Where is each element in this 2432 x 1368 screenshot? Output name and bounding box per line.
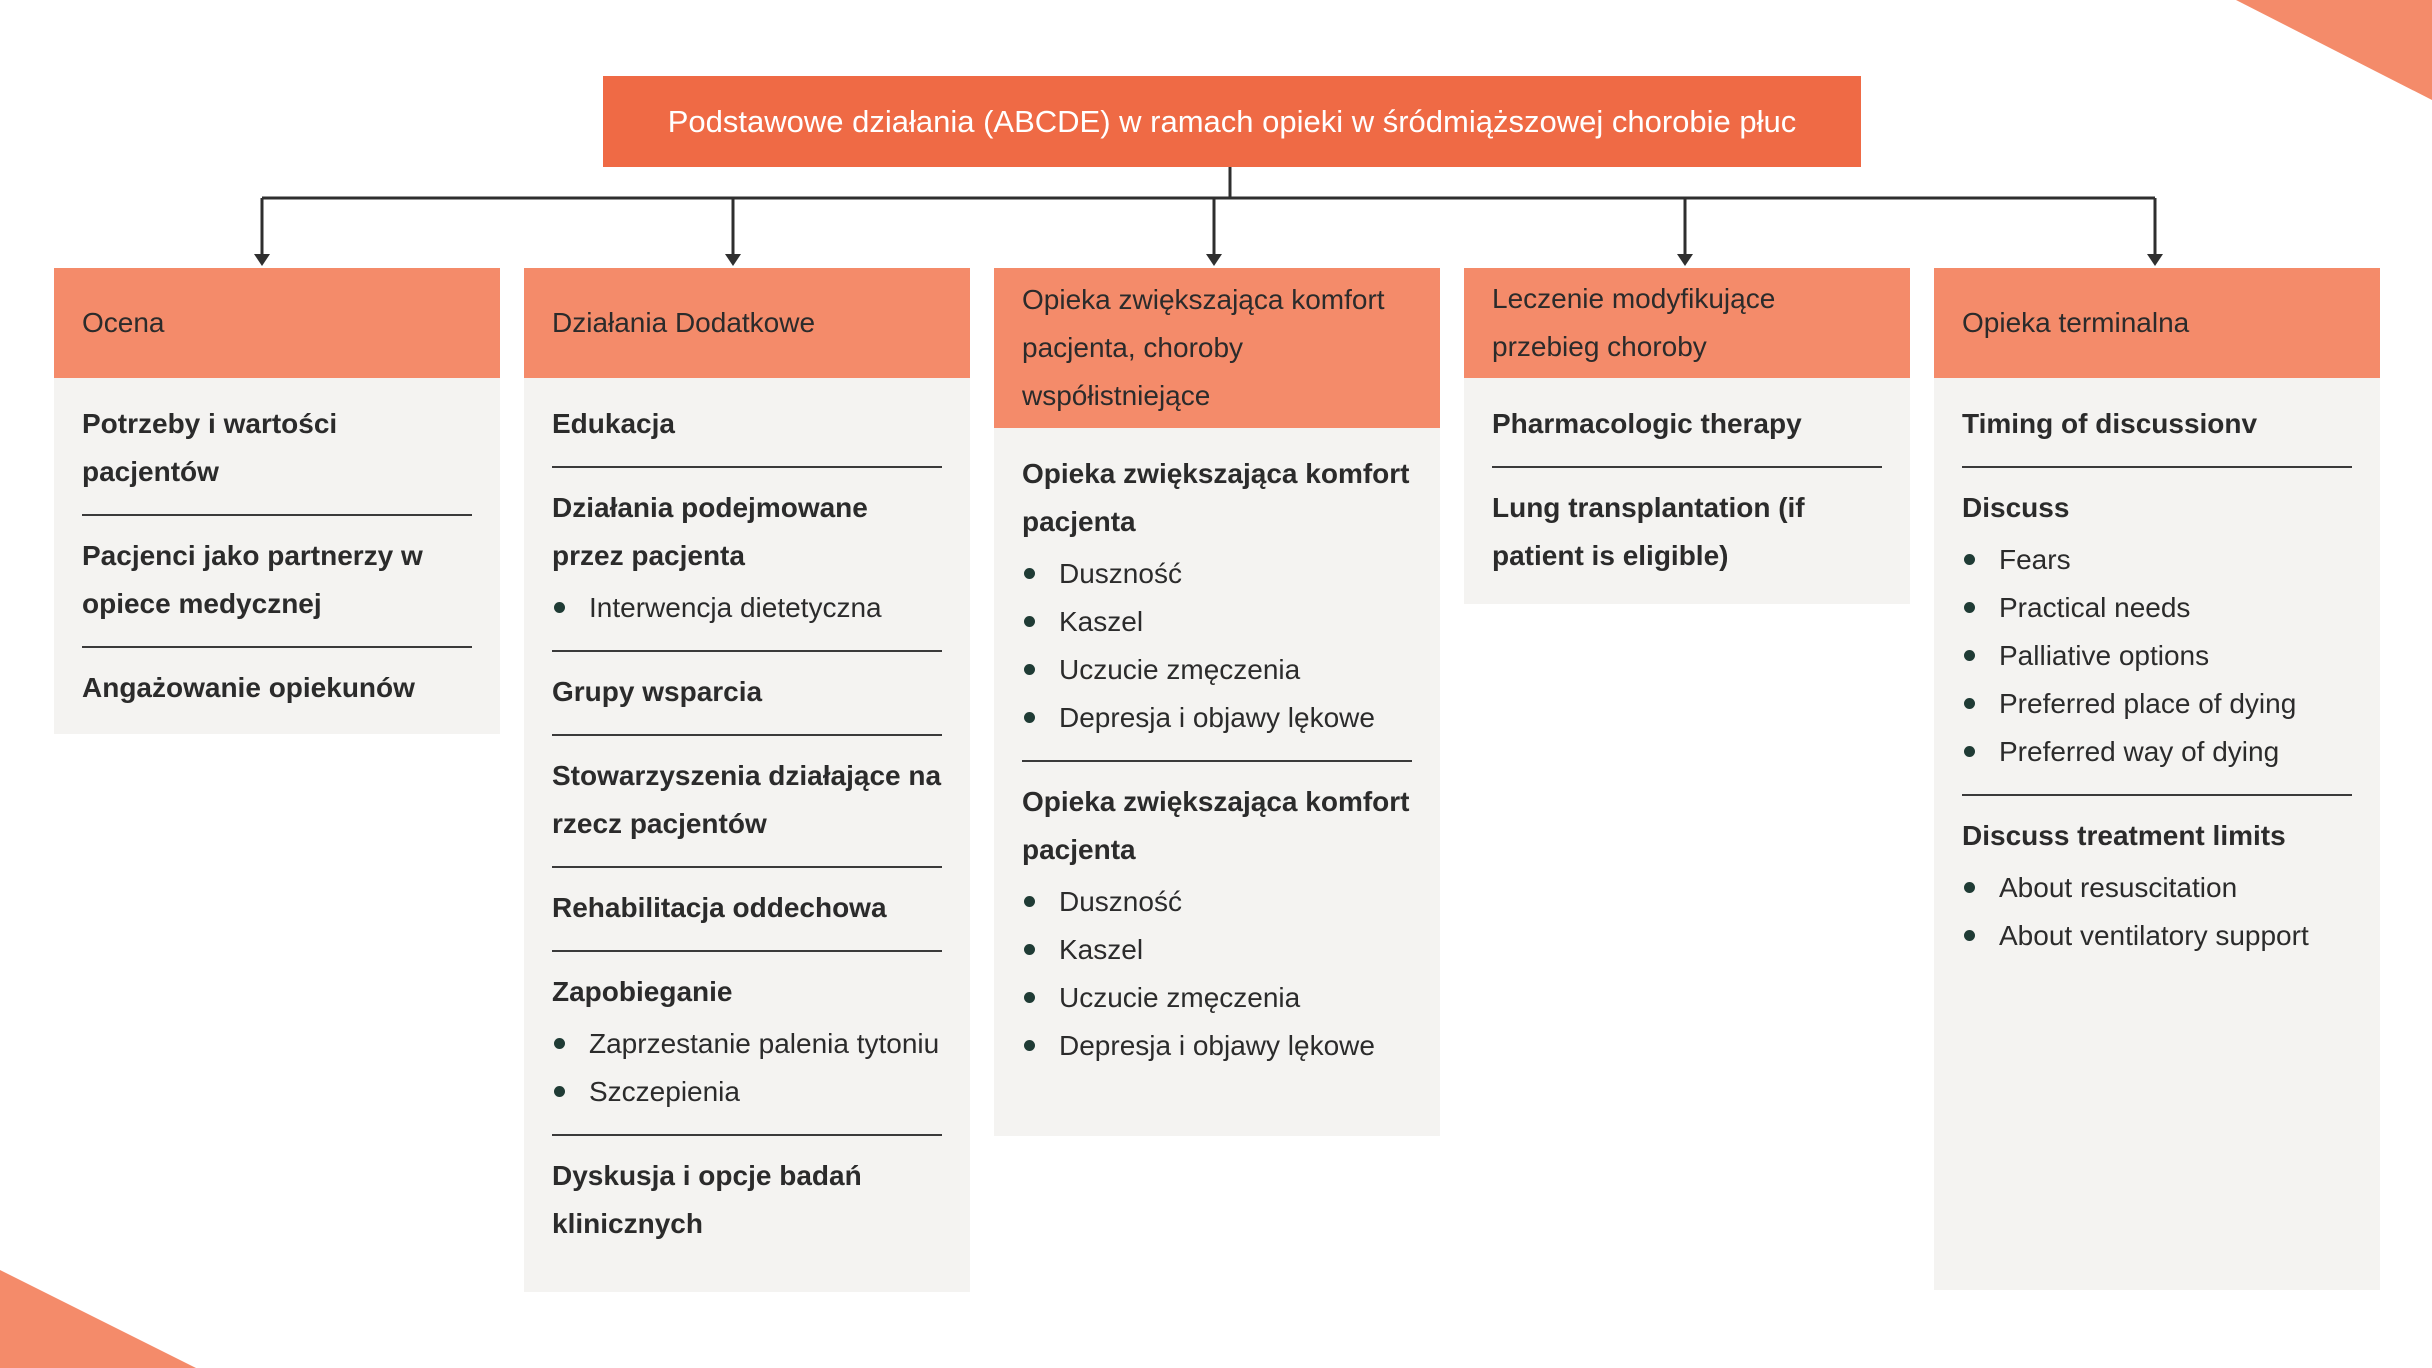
- bullet-text: Kaszel: [1059, 606, 1144, 637]
- column-section: [82, 392, 472, 514]
- column-section: [552, 1134, 942, 1266]
- column-1: [54, 268, 500, 734]
- bullet-dot-icon: [1024, 616, 1035, 627]
- bullet-text: Palliative options: [1999, 640, 2210, 671]
- column-section: [1022, 760, 1412, 1088]
- column-section: [1962, 794, 2352, 978]
- bullet-item: [1962, 680, 2352, 728]
- bullet-item: [1962, 632, 2352, 680]
- bullet-item: [1022, 646, 1412, 694]
- bullet-item: [1022, 694, 1412, 742]
- section-title: Discuss: [1962, 492, 2070, 523]
- section-title: Rehabilitacja oddechowa: [552, 892, 887, 923]
- connector-drop-5: [2147, 198, 2163, 266]
- column-body: [1934, 378, 2380, 978]
- bullet-item: [1022, 926, 1412, 974]
- column-5: [1934, 268, 2380, 1290]
- bullet-text: Depresja i objawy lękowe: [1059, 702, 1375, 733]
- bullet-dot-icon: [554, 1038, 565, 1049]
- bullet-dot-icon: [1964, 650, 1975, 661]
- bullet-item: [1962, 584, 2352, 632]
- bullet-list: [1962, 536, 2352, 776]
- column-header: Opieka zwiększająca komfort pacjenta, choroby współistniejące: [994, 268, 1440, 428]
- column-body: [1464, 378, 1910, 598]
- bullet-list: [1022, 878, 1412, 1070]
- bullet-text: Zaprzestanie palenia tytoniu: [589, 1028, 940, 1059]
- bullet-item: [1962, 912, 2352, 960]
- column-section: [1022, 442, 1412, 760]
- column-section: [1492, 392, 1882, 466]
- section-title: Zapobieganie: [552, 976, 733, 1007]
- bullet-item: [1022, 878, 1412, 926]
- bullet-dot-icon: [1964, 746, 1975, 757]
- bullet-item: [1962, 728, 2352, 776]
- column-header: Leczenie modyfikujące przebieg choroby: [1464, 268, 1910, 378]
- column-section: [1962, 392, 2352, 466]
- section-title: Opieka zwiększająca komfort pacjenta: [1022, 786, 1410, 865]
- bullet-dot-icon: [1964, 930, 1975, 941]
- column-section: [552, 466, 942, 650]
- bullet-dot-icon: [1024, 1040, 1035, 1051]
- column-section: [1492, 466, 1882, 598]
- bullet-dot-icon: [1024, 712, 1035, 723]
- bullet-list: [1022, 550, 1412, 742]
- connector-drop-2: [725, 198, 741, 266]
- column-section: [82, 514, 472, 646]
- bullet-list: [552, 584, 942, 632]
- section-title: Opieka zwiększająca komfort pacjenta: [1022, 458, 1410, 537]
- bullet-item: [552, 1068, 942, 1116]
- bullet-text: Depresja i objawy lękowe: [1059, 1030, 1375, 1061]
- column-header: Działania Dodatkowe: [524, 268, 970, 378]
- bullet-list: [552, 1020, 942, 1116]
- bullet-text: Interwencja dietetyczna: [589, 592, 882, 623]
- bullet-dot-icon: [1024, 664, 1035, 675]
- bullet-text: Duszność: [1059, 886, 1182, 917]
- bullet-text: Fears: [1999, 544, 2071, 575]
- column-section: [552, 392, 942, 466]
- bullet-dot-icon: [1964, 602, 1975, 613]
- column-section: [552, 734, 942, 866]
- column-section: [552, 650, 942, 734]
- bullet-item: [552, 1020, 942, 1068]
- bullet-text: Duszność: [1059, 558, 1182, 589]
- bullet-dot-icon: [1964, 554, 1975, 565]
- bullet-text: About ventilatory support: [1999, 920, 2309, 951]
- connector-drop-1: [254, 198, 270, 266]
- bullet-dot-icon: [1024, 944, 1035, 955]
- section-title: Edukacja: [552, 408, 675, 439]
- bullet-dot-icon: [1024, 992, 1035, 1003]
- bullet-dot-icon: [1964, 698, 1975, 709]
- section-title: Lung transplantation (if patient is eligible): [1492, 492, 1805, 571]
- bullet-text: Kaszel: [1059, 934, 1144, 965]
- bullet-text: Preferred way of dying: [1999, 736, 2280, 767]
- column-section: [82, 646, 472, 730]
- column-body: [524, 378, 970, 1266]
- column-header: Opieka terminalna: [1934, 268, 2380, 378]
- column-2: [524, 268, 970, 1292]
- section-title: Angażowanie opiekunów: [82, 672, 415, 703]
- column-4: [1464, 268, 1910, 604]
- bullet-item: [1022, 598, 1412, 646]
- bullet-list: [1962, 864, 2352, 960]
- section-title: Pacjenci jako partnerzy w opiece medycznej: [82, 540, 423, 619]
- bullet-item: [552, 584, 942, 632]
- bullet-item: [1962, 536, 2352, 584]
- connector-drop-4: [1677, 198, 1693, 266]
- bullet-text: Preferred place of dying: [1999, 688, 2297, 719]
- bullet-text: Uczucie zmęczenia: [1059, 654, 1301, 685]
- column-body: [994, 428, 1440, 1088]
- bullet-dot-icon: [1024, 896, 1035, 907]
- bullet-item: [1022, 550, 1412, 598]
- bullet-text: Szczepienia: [589, 1076, 740, 1107]
- column-body: [54, 378, 500, 730]
- section-title: Pharmacologic therapy: [1492, 408, 1802, 439]
- section-title: Dyskusja i opcje badań klinicznych: [552, 1160, 862, 1239]
- bullet-dot-icon: [554, 1086, 565, 1097]
- bullet-dot-icon: [1964, 882, 1975, 893]
- section-title: Discuss treatment limits: [1962, 820, 2286, 851]
- connector-drop-3: [1206, 198, 1222, 266]
- bullet-text: About resuscitation: [1999, 872, 2238, 903]
- column-3: [994, 268, 1440, 1136]
- bullet-dot-icon: [1024, 568, 1035, 579]
- bullet-text: Uczucie zmęczenia: [1059, 982, 1301, 1013]
- bullet-item: [1962, 864, 2352, 912]
- bullet-item: [1022, 1022, 1412, 1070]
- column-section: [552, 866, 942, 950]
- section-title: Działania podejmowane przez pacjenta: [552, 492, 868, 571]
- column-section: [552, 950, 942, 1134]
- section-title: Timing of discussionv: [1962, 408, 2258, 439]
- section-title: Stowarzyszenia działające na rzecz pacjentów: [552, 760, 942, 839]
- section-title: Potrzeby i wartości pacjentów: [82, 408, 338, 487]
- section-title: Grupy wsparcia: [552, 676, 763, 707]
- bullet-item: [1022, 974, 1412, 1022]
- bullet-dot-icon: [554, 602, 565, 613]
- column-section: [1962, 466, 2352, 794]
- bullet-text: Practical needs: [1999, 592, 2191, 623]
- column-header: Ocena: [54, 268, 500, 378]
- diagram-title: Podstawowe działania (ABCDE) w ramach opieki w śródmiąższowej chorobie płuc: [603, 76, 1861, 167]
